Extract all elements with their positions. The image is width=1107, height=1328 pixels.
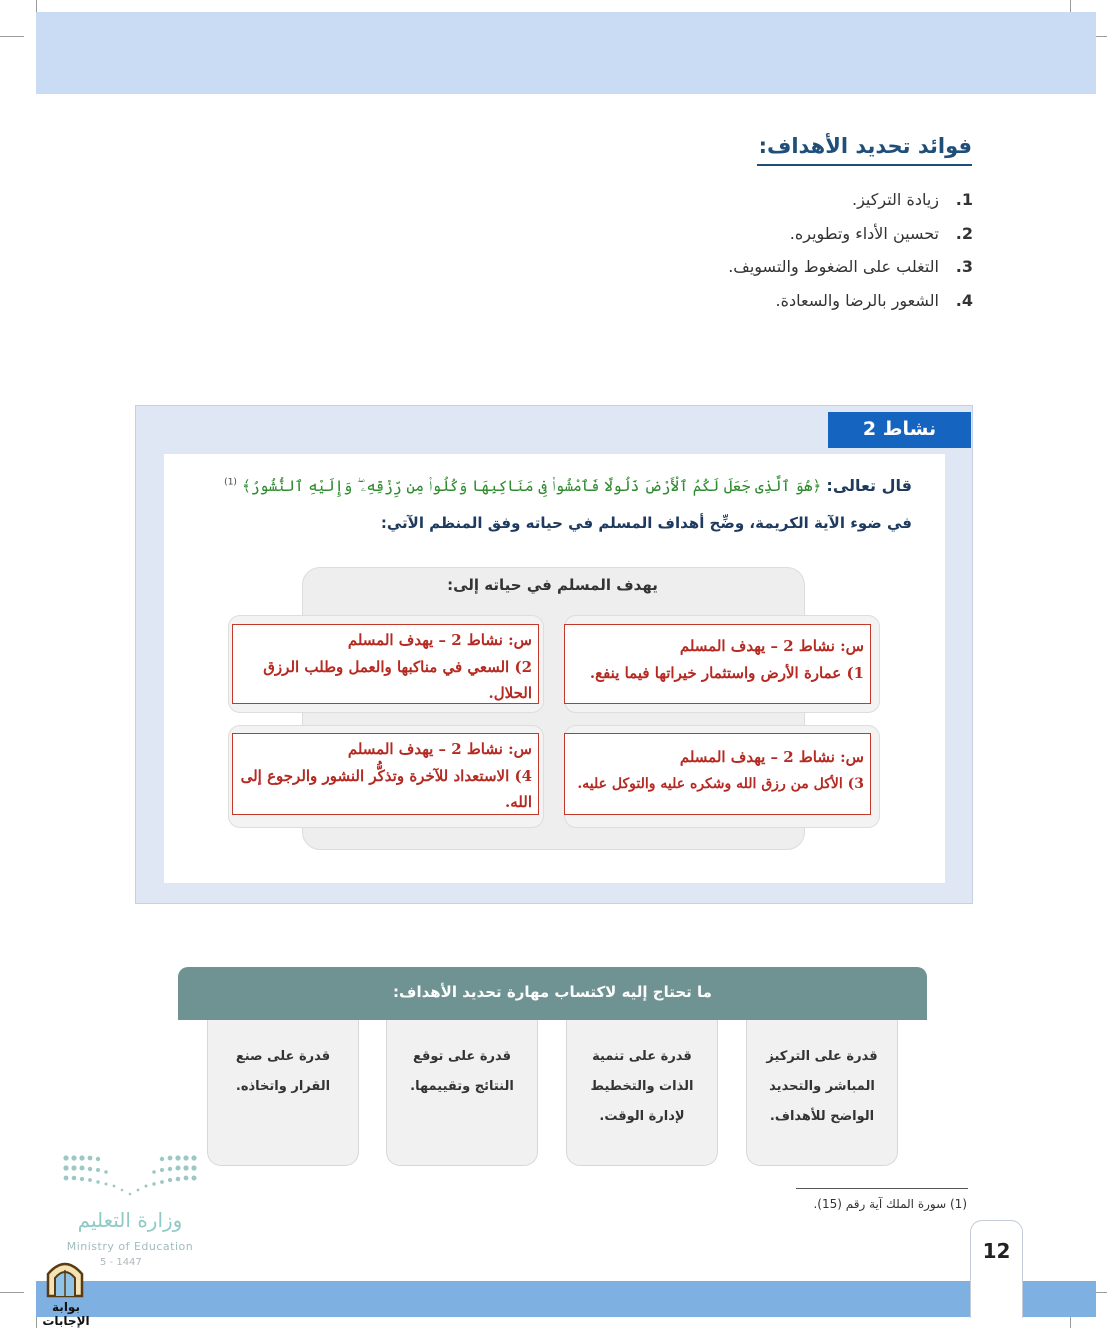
organizer-title: يهدف المسلم في حياته إلى: bbox=[447, 576, 658, 594]
footnote: (1) سورة الملك آية رقم (15). bbox=[813, 1197, 967, 1211]
ministry-name-ar: وزارة التعليم bbox=[77, 1208, 183, 1232]
skill-line: الذات والتخطيط bbox=[590, 1079, 694, 1094]
verse-intro: قال تعالى: bbox=[826, 476, 912, 495]
list-text: تحسين الأداء وتطويره. bbox=[789, 223, 939, 243]
skill-line: الواضح للأهداف. bbox=[769, 1109, 875, 1124]
ministry-logo-dots bbox=[62, 1154, 198, 1200]
skill-card bbox=[746, 1020, 898, 1166]
answer-box bbox=[232, 624, 539, 704]
list-text: الشعور بالرضا والسعادة. bbox=[775, 290, 939, 310]
skill-line: المباشر والتحديد bbox=[769, 1079, 875, 1094]
list-number: 2. bbox=[955, 223, 973, 243]
list-item bbox=[553, 253, 973, 287]
ministry-year: 5 - 1447 bbox=[100, 1257, 142, 1268]
skill-line: النتائج وتقييمها. bbox=[410, 1079, 514, 1094]
answer-text: 4) الاستعداد للآخرة وتذكُّر النشور والرجوع إلى الله. bbox=[240, 767, 532, 811]
footer-band bbox=[36, 1281, 1096, 1317]
page-number: 12 bbox=[970, 1220, 1023, 1318]
answer-box bbox=[564, 733, 871, 815]
ministry-name-en: Ministry of Education bbox=[66, 1240, 194, 1253]
answer-header: س: نشاط 2 – يهدف المسلم bbox=[679, 748, 864, 766]
answer-header: س: نشاط 2 – يهدف المسلم bbox=[679, 637, 864, 655]
section-title: فوائد تحديد الأهداف: bbox=[757, 134, 972, 166]
skill-line: قدرة على صنع bbox=[235, 1049, 331, 1064]
list-item bbox=[553, 186, 973, 220]
activity-tab: نشاط 2 bbox=[828, 412, 971, 448]
verse-footnote-ref: (1) bbox=[224, 477, 237, 488]
skill-card bbox=[566, 1020, 718, 1166]
list-item bbox=[553, 220, 973, 254]
footnote-divider bbox=[796, 1188, 968, 1189]
list-number: 3. bbox=[955, 257, 973, 276]
skill-line: قدرة على تنمية bbox=[592, 1049, 692, 1064]
activity-instruction: في ضوء الآية الكريمة، وضِّح أهداف المسلم في حياته وفق المنظم الآتي: bbox=[380, 514, 912, 532]
skills-banner: ما تحتاج إليه لاكتساب مهارة تحديد الأهداف: bbox=[178, 967, 927, 1020]
gate-icon bbox=[44, 1256, 86, 1298]
list-number: 4. bbox=[955, 290, 973, 310]
skill-line: القرار واتخاذه. bbox=[235, 1079, 331, 1094]
verse-text: ﴿هُوَ ٱلَّذِى جَعَلَ لَكُمُ ٱلْأَرْضَ ذَلُولًا فَٱمْشُوا۟ فِى مَنَاكِبِهَا وَكُلُوا۟ مِن رِّزْقِهِۦ ۖ وَإِلَيْهِ ٱلنُّشُورُ﴾ bbox=[242, 477, 822, 495]
skill-line: قدرة على توقع bbox=[413, 1049, 511, 1064]
benefit-list bbox=[553, 186, 973, 320]
answer-text: 3) الأكل من رزق الله وشكره عليه والتوكل عليه. bbox=[577, 776, 864, 792]
crop-mark bbox=[0, 36, 24, 37]
quran-verse bbox=[224, 476, 912, 495]
skill-line: لإدارة الوقت. bbox=[599, 1109, 685, 1124]
answer-text: 1) عمارة الأرض واستثمار خيراتها فيما ينفع. bbox=[589, 664, 864, 682]
answer-box bbox=[232, 733, 539, 815]
answer-header: س: نشاط 2 – يهدف المسلم bbox=[347, 631, 532, 649]
header-band bbox=[36, 12, 1096, 94]
watermark-label: بوابة الإجابات bbox=[42, 1300, 90, 1328]
skill-card bbox=[207, 1020, 359, 1166]
answer-text: 2) السعي في مناكبها والعمل وطلب الرزق الحلال. bbox=[263, 658, 532, 702]
skill-card bbox=[386, 1020, 538, 1166]
list-text: زيادة التركيز. bbox=[852, 190, 939, 209]
list-number: 1. bbox=[955, 190, 973, 209]
list-text: التغلب على الضغوط والتسويف. bbox=[728, 257, 939, 276]
skill-line: قدرة على التركيز bbox=[766, 1049, 878, 1064]
list-item bbox=[553, 287, 973, 321]
answer-header: س: نشاط 2 – يهدف المسلم bbox=[347, 740, 532, 758]
answer-box bbox=[564, 624, 871, 704]
crop-mark bbox=[0, 1292, 24, 1293]
